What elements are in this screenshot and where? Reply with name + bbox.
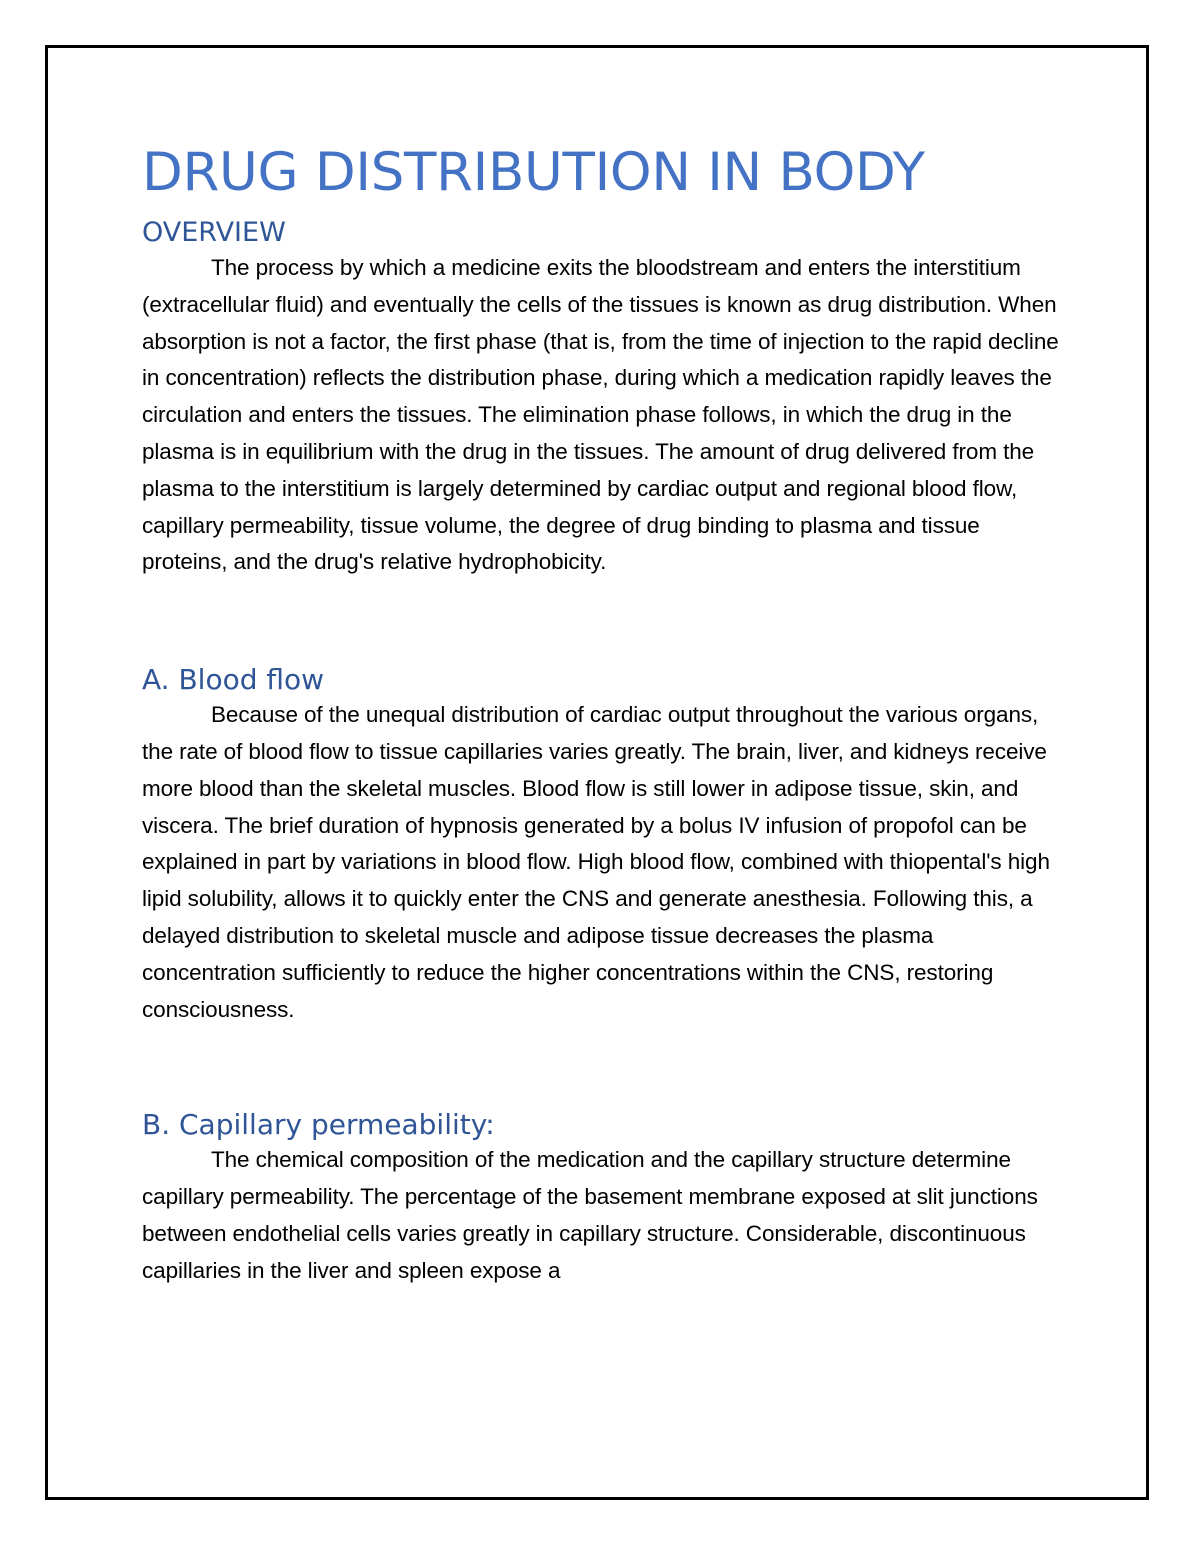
section-body-overview: The process by which a medicine exits the bloodstream and enters the interstitium (extracellular fluid) and eventually the cells of the tissues is known as drug distribution. When absorption is not a factor, the first phase (that is, from the time of injection to the rapid decline in concentration) reflects the distribution phase, during which a medication rapidly leaves the circulation and enters the tissues. The elimination phase follows, in which the drug in the plasma is in equilibrium with the drug in the tissues. The amount of drug delivered from the plasma to the interstitium is largely determined by cardiac output and regional blood flow, capillary permeability, tissue volume, the degree of drug binding to plasma and tissue proteins, and the drug's relative hydrophobicity. <box>142 255 1059 575</box>
document-title: DRUG DISTRIBUTION IN BODY <box>142 142 925 203</box>
section-body-blood-flow: Because of the unequal distribution of cardiac output throughout the various organs, the rate of blood flow to tissue capillaries varies greatly. The brain, liver, and kidneys receive more blood than the skeletal muscles. Blood flow is still lower in adipose tissue, skin, and viscera. The brief duration of hypnosis generated by a bolus IV infusion of propofol can be explained in part by variations in blood flow. High blood flow, combined with thiopental's high lipid solubility, allows it to quickly enter the CNS and generate anesthesia. Following this, a delayed distribution to skeletal muscle and adipose tissue decreases the plasma concentration sufficiently to reduce the higher concentrations within the CNS, restoring consciousness. <box>142 702 1050 1022</box>
section-heading-blood-flow: A. Blood flow <box>142 663 325 697</box>
section-heading-capillary-permeability: B. Capillary permeability: <box>142 1108 495 1142</box>
document-content <box>142 140 1062 1290</box>
section-heading-overview: OVERVIEW <box>142 217 286 248</box>
section-body-capillary-permeability: The chemical composition of the medication and the capillary structure determine capillary permeability. The percentage of the basement membrane exposed at slit junctions between endothelial cells varies greatly in capillary structure. Considerable, discontinuous capillaries in the liver and spleen expose a <box>142 1147 1038 1283</box>
